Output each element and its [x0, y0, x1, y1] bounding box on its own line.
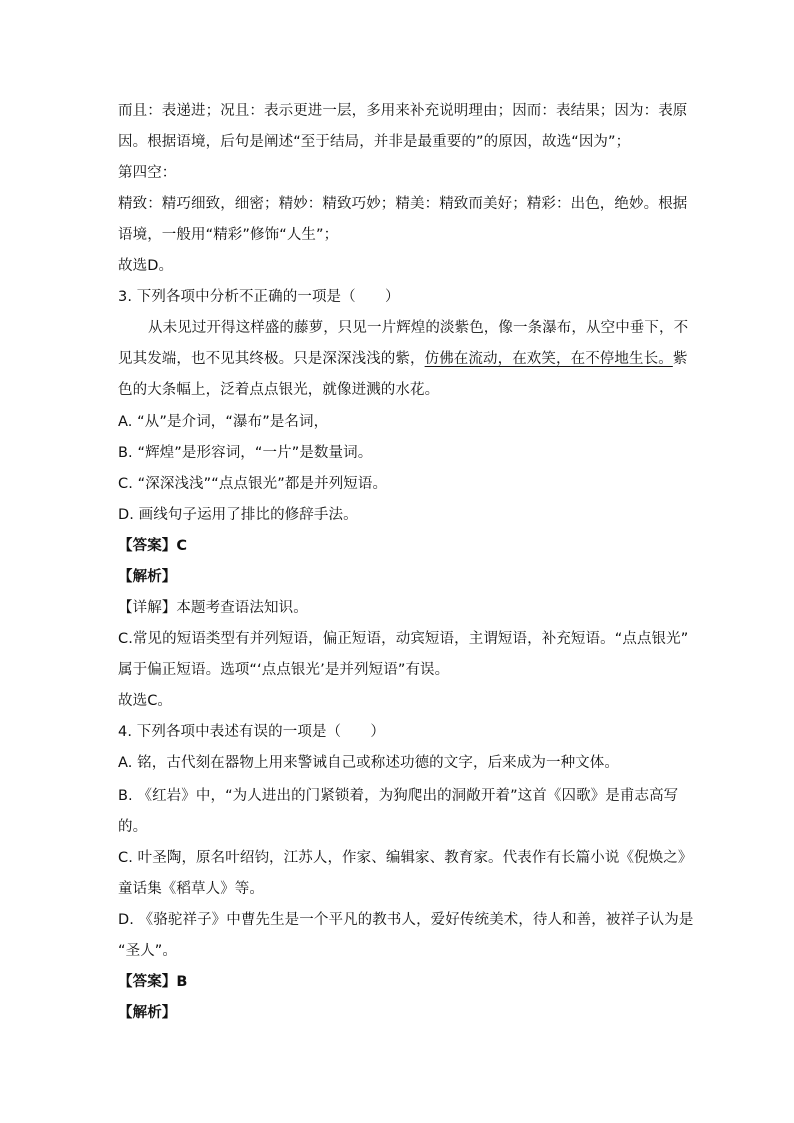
option-a: A. 铭，古代刻在器物上用来警诫自己或称述功德的文字，后来成为一种文体。 — [118, 755, 619, 771]
analysis-label: 【解析】 — [118, 1005, 177, 1021]
text-line: 精致：精巧细致，细密；精妙：精致巧妙；精美：精致而美好；精彩：出色，绝妙。根据 — [118, 196, 688, 212]
text-line: 因。根据语境，后句是阐述“至于结局，并非是最重要的”的原因，故选“因为”； — [118, 134, 631, 150]
option-b: B. “辉煌”是形容词，“一片”是数量词。 — [118, 445, 373, 461]
question-4-stem: 4. 下列各项中表述有误的一项是（ ） — [118, 724, 385, 740]
underlined-sentence: 仿佛在流动，在欢笑，在不停地生长。 — [424, 351, 673, 367]
option-b-continued: 的。 — [118, 819, 148, 835]
passage-text: 见其发端，也不见其终极。只是深深浅浅的紫， — [118, 351, 425, 367]
text-line: 而且：表递进；况且：表示更进一层，多用来补充说明理由；因而：表结果；因为：表原 — [118, 103, 688, 119]
analysis-label: 【解析】 — [118, 569, 177, 585]
option-d: D. 画线句子运用了排比的修辞手法。 — [118, 507, 358, 523]
passage-line: 从未见过开得这样盛的藤萝，只见一片辉煌的淡紫色，像一条瀑布，从空中垂下，不 — [148, 320, 689, 336]
text-line: 属于偏正短语。选项“‘点点银光’是并列短语”有误。 — [118, 662, 450, 678]
option-c-continued: 童话集《稻草人》等。 — [118, 881, 264, 897]
option-d-continued: “圣人”。 — [118, 943, 178, 959]
option-b: B. 《红岩》中，“为人进出的门紧锁着，为狗爬出的洞敞开着”这首《囚歌》是甫志高写 — [118, 788, 679, 804]
option-c: C. “深深浅浅”“点点银光”都是并列短语。 — [118, 476, 388, 492]
text-line: 故选C。 — [118, 693, 173, 709]
text-line: 故选D。 — [118, 258, 174, 274]
passage-line: 色的大条幅上，泛着点点银光，就像迸溅的水花。 — [118, 382, 440, 398]
answer-label: 【答案】C — [118, 538, 188, 554]
text-line: 第四空： — [118, 165, 177, 181]
detail-line: 【详解】本题考查语法知识。 — [118, 600, 308, 616]
answer-label: 【答案】B — [118, 974, 188, 990]
text-line: C.常见的短语类型有并列短语，偏正短语，动宾短语，主谓短语，补充短语。“点点银光” — [118, 631, 689, 647]
passage-text: 紫 — [672, 351, 688, 367]
option-c: C. 叶圣陶，原名叶绍钧，江苏人，作家、编辑家、教育家。代表作有长篇小说《倪焕之》 — [118, 850, 693, 866]
question-3-stem: 3. 下列各项中分析不正确的一项是（ ） — [118, 289, 400, 305]
option-d: D. 《骆驼祥子》中曹先生是一个平凡的教书人，爱好传统美术，待人和善，被祥子认为是 — [118, 912, 694, 928]
text-line: 语境，一般用“精彩”修饰“人生”； — [118, 227, 339, 243]
passage-line — [118, 349, 688, 369]
option-a: A. “从”是介词，“瀑布”是名词， — [118, 414, 329, 430]
